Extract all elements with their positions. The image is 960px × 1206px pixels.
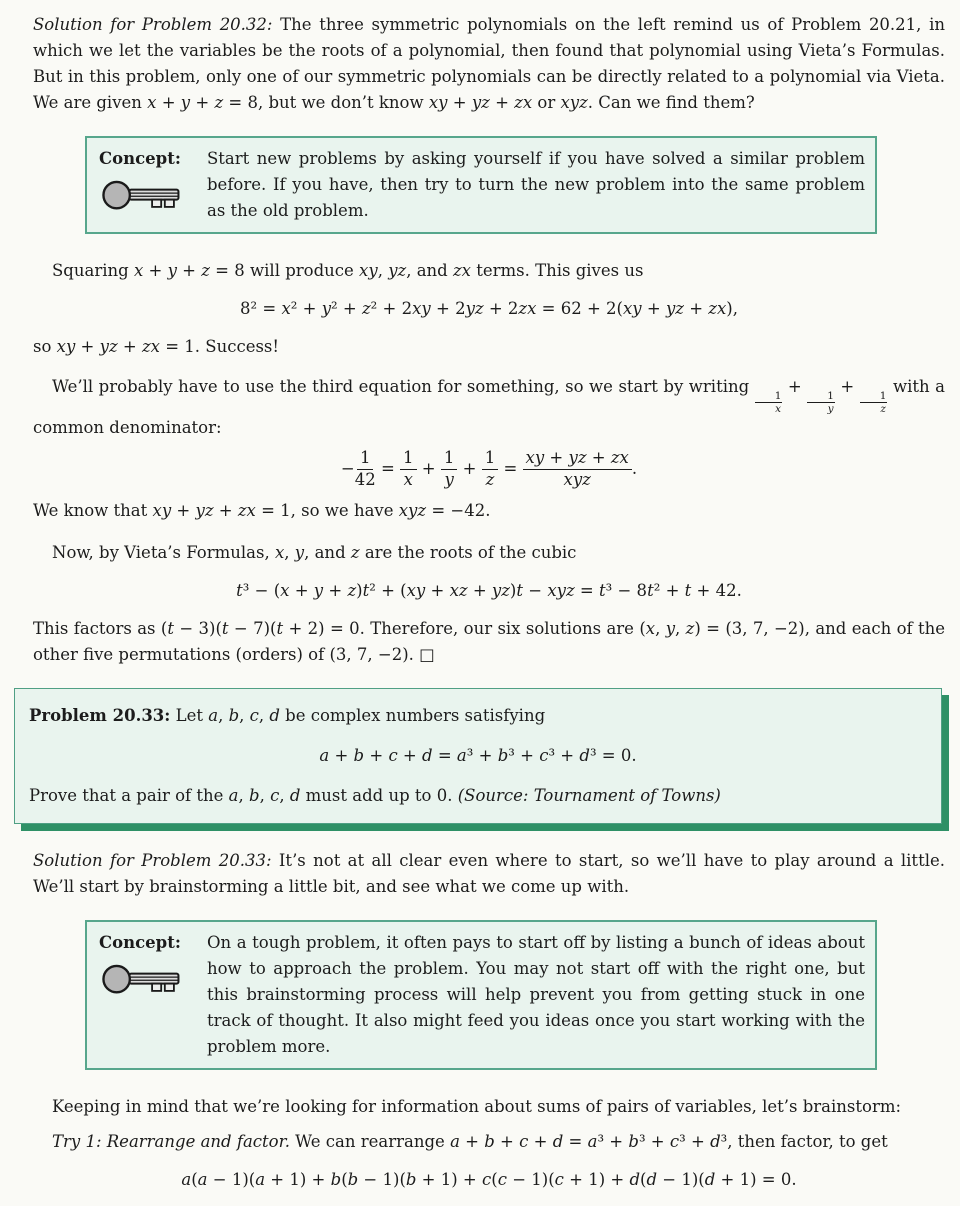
equation-sum-cubes: a + b + c + d = a³ + b³ + c³ + d³ = 0. xyxy=(319,745,637,765)
equation-fraction-sum: − $\frac{1}{42}$ = $\frac{1}{x}$ + $\frac{1}{y}$ + $\frac{1}{z}$ = $\frac{xy + yz + zx}{\text{xyz}}$ . xyxy=(340,448,638,489)
problem-title-line: Problem 20.33: Let a, b, c, d be complex numbers satisfying xyxy=(29,705,546,725)
squaring-paragraph: Squaring x + y + z = 8 will produce xy, yz, and zx terms. This gives us xyxy=(52,261,644,280)
vieta-cubic-paragraph: Now, by Vieta’s Formulas, x, y, and z are the roots of the cubic xyxy=(52,542,577,562)
solution-2033-intro-paragraph: Solution for Problem 20.33: It’s not at all clear even where to start, so we’ll have to play around a little. We’ll start by brainstorming a little bit, and see what we come up with. xyxy=(33,850,945,896)
concept-box-text: Start new problems by asking yourself if you have solved a similar problem before. If you have, then try to turn the new problem into the same problem as the old problem. xyxy=(207,149,865,220)
brainstorm-paragraph: Keeping in mind that we’re looking for information about sums of pairs of variables, let’s brainstorm: xyxy=(52,1096,902,1116)
third-equation-paragraph: We’ll probably have to use the third equation for something, so we start by writing $\frac{1}{x}$ + $\frac{1}{y}$ + $\frac{1}{z}$ with a common denominator: xyxy=(33,377,945,438)
problem-footer-line: Prove that a pair of the a, b, c, d must add up to 0. (Source: Tournament of Towns) xyxy=(29,785,721,805)
fraction: $\frac{1}{y}$ xyxy=(807,391,835,415)
concept-label: Concept: xyxy=(99,932,181,952)
fraction: $\frac{1}{z}$ xyxy=(482,449,499,490)
concept-label: Concept: xyxy=(99,149,181,168)
concept-label-column xyxy=(99,930,191,1060)
key-icon xyxy=(99,176,187,216)
equation-square-expansion: 8² = x² + y² + z² + 2xy + 2yz + 2zx = 62 + 2(xy + yz + zx), xyxy=(240,299,738,318)
equation-cubic: t³ − (x + y + z)t² + (xy + xz + yz)t − xyz = t³ − 8t² + t + 42. xyxy=(236,580,742,600)
concept-box-1 xyxy=(85,136,877,234)
concept-label-column xyxy=(99,146,191,224)
fraction: $\frac{1}{x}$ xyxy=(400,449,417,490)
equation-factored: a(a − 1)(a + 1) + b(b − 1)(b + 1) + c(c − 1)(c + 1) + d(d − 1)(d + 1) = 0. xyxy=(181,1169,797,1189)
fraction: $\frac{xy + yz + zx}{\text{xyz}}$ xyxy=(523,449,632,490)
fraction: $\frac{1}{42}$ xyxy=(354,448,376,489)
factoring-conclusion-paragraph: This factors as (t − 3)(t − 7)(t + 2) = 0. Therefore, our six solutions are (x, y, z) = (3, 7, −2), and each of the other five permutations (orders) of (3, 7, −2). □ xyxy=(33,618,945,664)
key-icon xyxy=(99,960,187,1000)
solution-2032-intro-paragraph: Solution for Problem 20.32: The three symmetric polynomials on the left remind us of Problem 20.21, in which we let the variables be the roots of a polynomial, then found that polynomial using Vieta’s Formulas. But in this problem, only one of our symmetric polynomials can be directly related to a polynomial via Vieta. We are given x + y + z = 8, but we don’t know xy + yz + zx or xyz. Can we find them? xyxy=(33,15,945,112)
problem-box-2033 xyxy=(14,688,942,824)
fraction: $\frac{1}{x}$ xyxy=(755,391,783,415)
concept-box-2 xyxy=(85,920,877,1070)
fraction: $\frac{1}{z}$ xyxy=(860,391,888,415)
success-line: so xy + yz + zx = 1. Success! xyxy=(33,337,280,356)
fraction: $\frac{1}{y}$ xyxy=(441,449,458,490)
concept-box-text: On a tough problem, it often pays to start off by listing a bunch of ideas about how to approach the problem. You may not start off with the right one, but this brainstorming process will help prevent you from getting stuck in one track of thought. It also might feed you ideas once you start working with the problem more. xyxy=(207,932,865,1056)
try1-paragraph: Try 1: Rearrange and factor. We can rearrange a + b + c + d = a³ + b³ + c³ + d³, then factor, to get xyxy=(52,1131,888,1151)
xyz-value-line: We know that xy + yz + zx = 1, so we have xyz = −42. xyxy=(33,500,491,520)
